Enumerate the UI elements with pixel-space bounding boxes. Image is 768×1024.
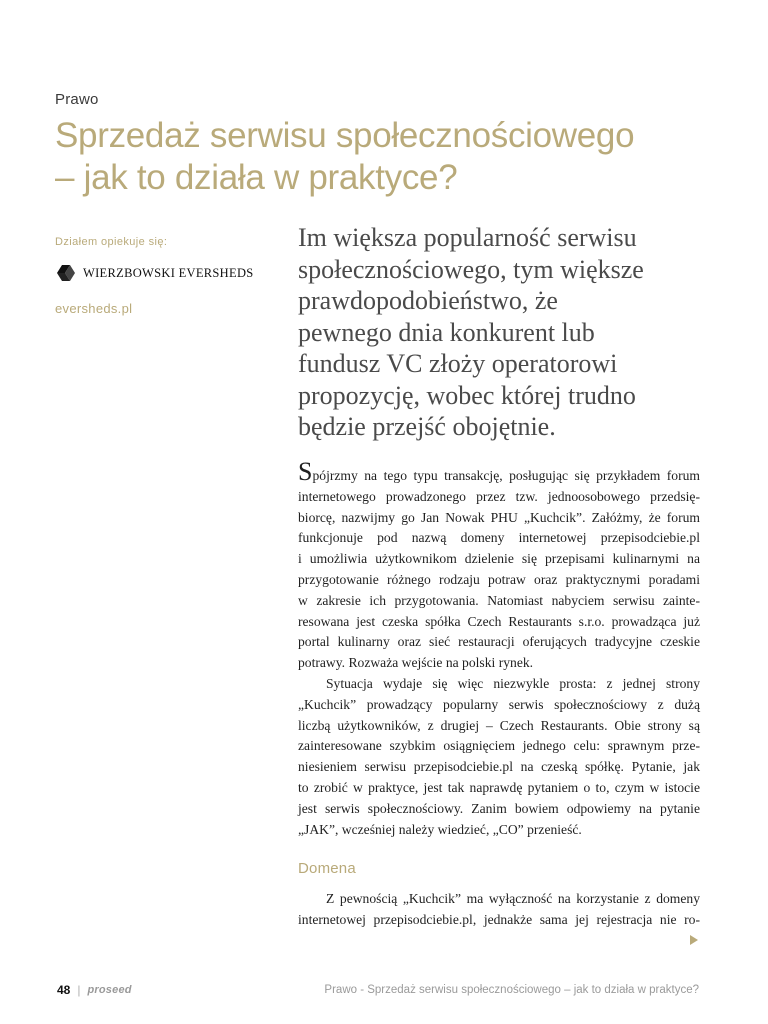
continue-arrow-icon (690, 935, 698, 945)
body-line: niesieniem serwisu przepisodciebie.pl na czeską spółkę. Pytanie, jak (298, 759, 700, 775)
page-number: 48 (57, 983, 71, 997)
body-line: przygotowanie różnego rodzaju potraw oraz praktycznymi poradami (298, 571, 700, 587)
body-line: liczbą użytkowników, z drugiej – Czech Restaurants. Obie strony są (298, 717, 700, 733)
article-title-line: – jak to działa w praktyce? (55, 158, 458, 197)
lead-line: pewnego dnia konkurent lub (298, 317, 595, 347)
lead-line: będzie przejść obojętnie. (298, 412, 556, 441)
paragraph (298, 457, 700, 674)
body-line: potrawy. Rozważa wejście na polski rynek. (298, 655, 534, 671)
body-line: funkcjonuje pod nazwą domeny internetowej przepisodciebie.pl (298, 530, 700, 546)
subheading-domena: Domena (298, 860, 356, 877)
body-line: resowana jest czeska spółka Czech Restaurants s.r.o. prowadząca już (298, 613, 700, 629)
body-line: biorcę, nazwijmy go Jan Nowak PHU „Kuchcik”. Załóżmy, że forum (298, 509, 700, 525)
body-line: Z pewnością „Kuchcik” ma wyłączność na korzystanie z domeny (326, 891, 700, 906)
website-link[interactable]: eversheds.pl (55, 301, 133, 316)
eversheds-logo-icon (55, 262, 77, 284)
body-line-text: pójrzmy na tego typu transakcję, posługując się przykładem forum (312, 468, 700, 483)
lead-line: fundusz VC złoży operatorowi (298, 349, 618, 378)
article-title-line: Sprzedaż serwisu społecznościowego (55, 116, 635, 155)
caretaker-label: Działem opiekuje się: (55, 236, 168, 248)
lead-line: społecznościowego, tym większe (298, 254, 644, 284)
sponsor-logo (55, 262, 275, 284)
body-line: internetowej przepisodciebie.pl, jednakże sama jej rejestracja nie ro- (298, 911, 700, 927)
body-line: „Kuchcik” prowadzący popularny serwis społecznościowy z dużą (298, 696, 700, 712)
body-line: Sytuacja wydaje się więc niezwykle prosta: z jednej strony (326, 675, 700, 691)
body-line: zainteresowane szybkim osiągnięciem jednego celu: sprawnym prze- (298, 738, 700, 754)
footer-left (57, 983, 132, 997)
section-label: Prawo (55, 91, 99, 108)
sidebar (55, 236, 275, 316)
lead-line: prawdopodobieństwo, że (298, 286, 558, 315)
lead-line: Im większa popularność serwisu (298, 223, 637, 252)
paragraph (298, 674, 700, 840)
body-text (298, 457, 700, 840)
lead-line: propozycję, wobec której trudno (298, 380, 636, 410)
running-title: Prawo - Sprzedaż serwisu społecznościowego – jak to działa w praktyce? (324, 984, 699, 996)
brand-logo: proseed (87, 984, 132, 996)
body-line: w zakresie ich przygotowania. Natomiast nabyciem serwisu zainte- (298, 592, 700, 608)
body-line: portal kulinarny oraz sieć restauracji oferujących tradycyjne czeskie (298, 634, 700, 650)
footer-separator: | (77, 983, 81, 997)
logo-text: WIERZBOWSKI EVERSHEDS (83, 265, 254, 280)
body-line (298, 457, 700, 487)
body-line: to zrobić w praktyce, jest tak naprawdę pytaniem o to, czym w istocie (298, 779, 700, 795)
body-line: internetowego prowadzonego przez tzw. jednoosobowego przedsię- (298, 488, 700, 504)
paragraph (298, 889, 700, 931)
body-text-continued (298, 889, 700, 931)
body-line: jest serwis społecznościowy. Zanim bowiem odpowiemy na pytanie (298, 800, 700, 816)
lead-paragraph (298, 222, 718, 443)
drop-cap: S (298, 457, 313, 486)
article-title (55, 115, 735, 199)
body-line: i umożliwia użytkownikom dzielenie się przepisami kulinarnymi na (298, 551, 700, 567)
body-line: „JAK”, wcześniej należy wiedzieć, „CO” przenieść. (298, 821, 582, 837)
